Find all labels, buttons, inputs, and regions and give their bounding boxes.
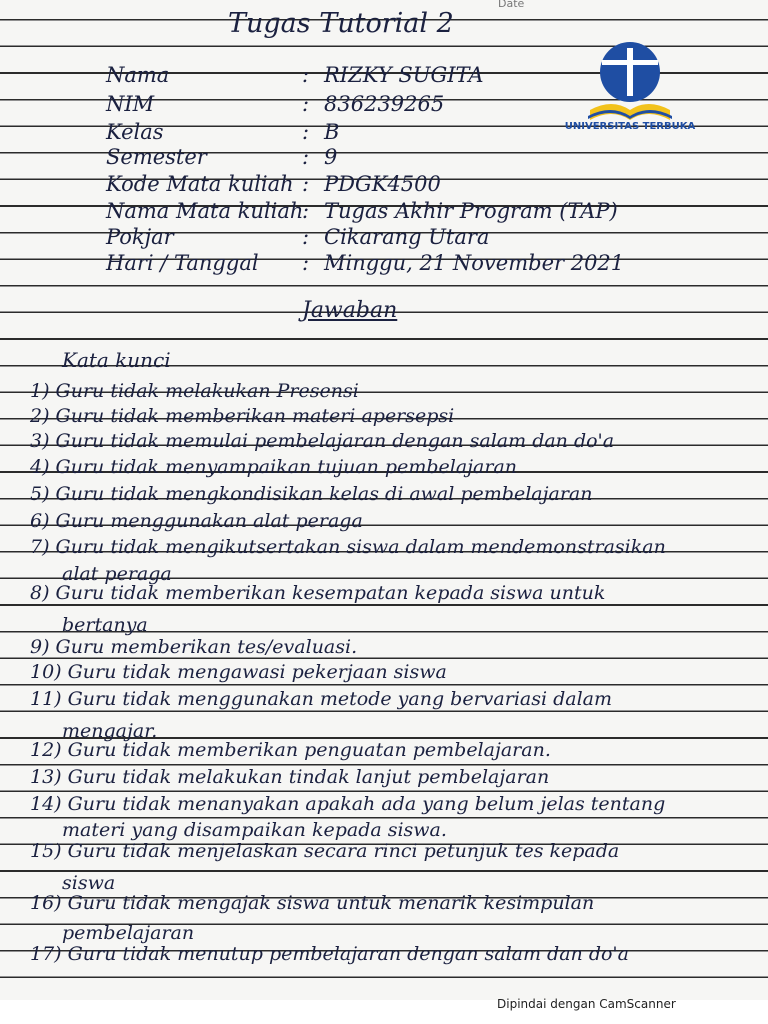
list-item: 8) Guru tidak memberikan kesempatan kepada siswa untuk <box>30 582 606 604</box>
info-label: Nama <box>106 63 170 87</box>
list-item: 3) Guru tidak memulai pembelajaran dengan salam dan do'a <box>30 430 615 452</box>
list-item: 2) Guru tidak memberikan materi apersepsi <box>30 405 455 427</box>
list-item: 9) Guru memberikan tes/evaluasi. <box>30 636 358 658</box>
list-item: 15) Guru tidak menjelaskan secara rinci petunjuk tes kepada <box>30 840 620 862</box>
info-colon: : <box>302 120 310 144</box>
list-item: 11) Guru tidak menggunakan metode yang bervariasi dalam <box>30 688 612 710</box>
list-item: 6) Guru menggunakan alat peraga <box>30 510 363 532</box>
info-value: Minggu, 21 November 2021 <box>324 251 625 275</box>
info-colon: : <box>302 63 310 87</box>
info-label: NIM <box>106 92 155 116</box>
list-item: 13) Guru tidak melakukan tindak lanjut pembelajaran <box>30 766 550 788</box>
logo-text: UNIVERSITAS TERBUKA <box>564 121 696 132</box>
list-item-continuation: alat peraga <box>62 563 172 585</box>
list-item: 10) Guru tidak mengawasi pekerjaan siswa <box>30 661 447 683</box>
info-value: 9 <box>324 145 338 169</box>
list-item: 4) Guru tidak menyampaikan tujuan pembelajaran <box>30 456 518 478</box>
info-label: Hari / Tanggal <box>106 251 259 275</box>
info-value: RIZKY SUGITA <box>324 63 484 87</box>
info-colon: : <box>302 92 310 116</box>
info-label: Kelas <box>106 120 164 144</box>
answer-heading: Jawaban <box>302 298 398 323</box>
date-label: Date <box>498 0 525 10</box>
list-item-continuation: materi yang disampaikan kepada siswa. <box>62 819 447 841</box>
list-item-continuation: mengajar. <box>62 720 158 742</box>
page-title: Tugas Tutorial 2 <box>228 8 454 39</box>
scanner-footer: Dipindai dengan CamScanner <box>497 997 676 1011</box>
info-value: 836239265 <box>324 92 445 116</box>
list-item: 7) Guru tidak mengikutsertakan siswa dalam mendemonstrasikan <box>30 536 666 558</box>
info-label: Kode Mata kuliah <box>106 172 294 196</box>
info-label: Pokjar <box>106 225 174 249</box>
list-item: 5) Guru tidak mengkondisikan kelas di awal pembelajaran <box>30 483 593 505</box>
info-value: B <box>324 120 340 144</box>
info-value: PDGK4500 <box>324 172 441 196</box>
list-item: 16) Guru tidak mengajak siswa untuk menarik kesimpulan <box>30 892 595 914</box>
info-label: Nama Mata kuliah <box>106 199 304 223</box>
info-colon: : <box>302 172 310 196</box>
list-item: 1) Guru tidak melakukan Presensi <box>30 380 359 402</box>
info-value: Tugas Akhir Program (TAP) <box>324 199 618 223</box>
list-item-continuation: pembelajaran <box>62 922 195 944</box>
info-colon: : <box>302 199 310 223</box>
info-value: Cikarang Utara <box>324 225 490 249</box>
list-item: 14) Guru tidak menanyakan apakah ada yang belum jelas tentang <box>30 793 666 815</box>
info-label: Semester <box>106 145 207 169</box>
info-colon: : <box>302 251 310 275</box>
answer-subheading: Kata kunci <box>62 348 171 372</box>
list-item-continuation: siswa <box>62 872 116 894</box>
info-colon: : <box>302 225 310 249</box>
list-item-continuation: bertanya <box>62 614 148 636</box>
list-item: 17) Guru tidak menutup pembelajaran dengan salam dan do'a <box>30 943 629 965</box>
list-item: 12) Guru tidak memberikan penguatan pembelajaran. <box>30 739 551 761</box>
info-colon: : <box>302 145 310 169</box>
